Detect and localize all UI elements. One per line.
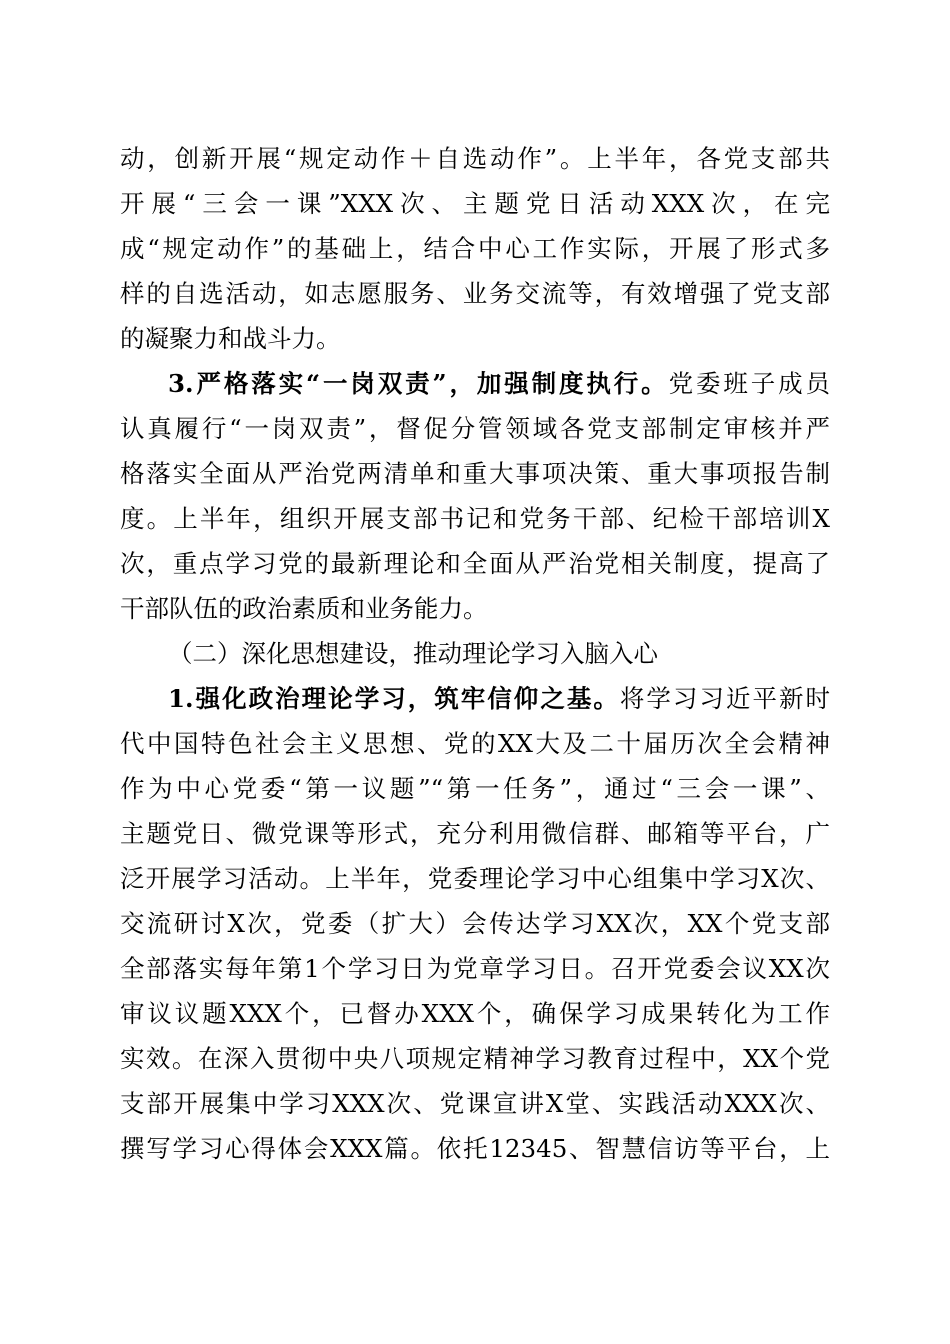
paragraph-line: 主题党日、微党课等形式，充分利用微信群、邮箱等平台，广: [120, 819, 830, 848]
paragraph-line: 认真履行“一岗双责”，督促分管领域各党支部制定审核并严: [120, 414, 830, 443]
paragraph-line: 支部开展集中学习XXX次、党课宣讲X堂、实践活动XXX次、: [120, 1089, 830, 1118]
paragraph-line: 动，创新开展“规定动作＋自选动作”。上半年，各党支部共: [120, 144, 830, 173]
paragraph-line: 格落实全面从严治党两清单和重大事项决策、重大事项报告制: [120, 459, 830, 488]
paragraph-line: 成“规定动作”的基础上，结合中心工作实际，开展了形式多: [120, 234, 830, 263]
paragraph-line: 审议议题XXX个，已督办XXX个，确保学习成果转化为工作: [120, 999, 830, 1028]
item3-first-line-text: 党委班子成员: [668, 369, 830, 398]
paragraph-line: 次，重点学习党的最新理论和全面从严治党相关制度，提高了: [120, 549, 830, 578]
item1-first-line: [168, 676, 830, 721]
item1-heading: 1.强化政治理论学习，筑牢信仰之基。: [168, 684, 620, 713]
paragraph-line: 全部落实每年第1个学习日为党章学习日。召开党委会议XX次: [120, 954, 830, 983]
paragraph-line: 撰写学习心得体会XXX篇。依托12345、智慧信访等平台，上: [120, 1134, 830, 1163]
paragraph-line: 干部队伍的政治素质和业务能力。: [120, 594, 488, 623]
paragraph-line: 度。上半年，组织开展支部书记和党务干部、纪检干部培训X: [120, 504, 830, 533]
section-heading: （二）深化思想建设，推动理论学习入脑入心: [168, 639, 658, 668]
paragraph-line: 样的自选活动，如志愿服务、业务交流等，有效增强了党支部: [120, 279, 830, 308]
paragraph-line: 的凝聚力和战斗力。: [120, 324, 341, 353]
paragraph-line: 开展“三会一课”XXX次、主题党日活动XXX次，在完: [120, 189, 830, 218]
paragraph-line: 交流研讨X次，党委（扩大）会传达学习XX次，XX个党支部: [120, 909, 830, 938]
paragraph-line: 作为中心党委“第一议题”“第一任务”，通过“三会一课”、: [120, 774, 830, 803]
paragraph-line: 实效。在深入贯彻中央八项规定精神学习教育过程中，XX个党: [120, 1044, 830, 1073]
item3-heading: 3.严格落实“一岗双责”，加强制度执行。: [168, 369, 669, 398]
item1-first-line-text: 将学习习近平新时: [619, 684, 830, 713]
paragraph-line: 泛开展学习活动。上半年，党委理论学习中心组集中学习X次、: [120, 864, 830, 893]
item3-first-line: [168, 361, 830, 406]
paragraph-line: 代中国特色社会主义思想、党的XX大及二十届历次全会精神: [120, 729, 830, 758]
